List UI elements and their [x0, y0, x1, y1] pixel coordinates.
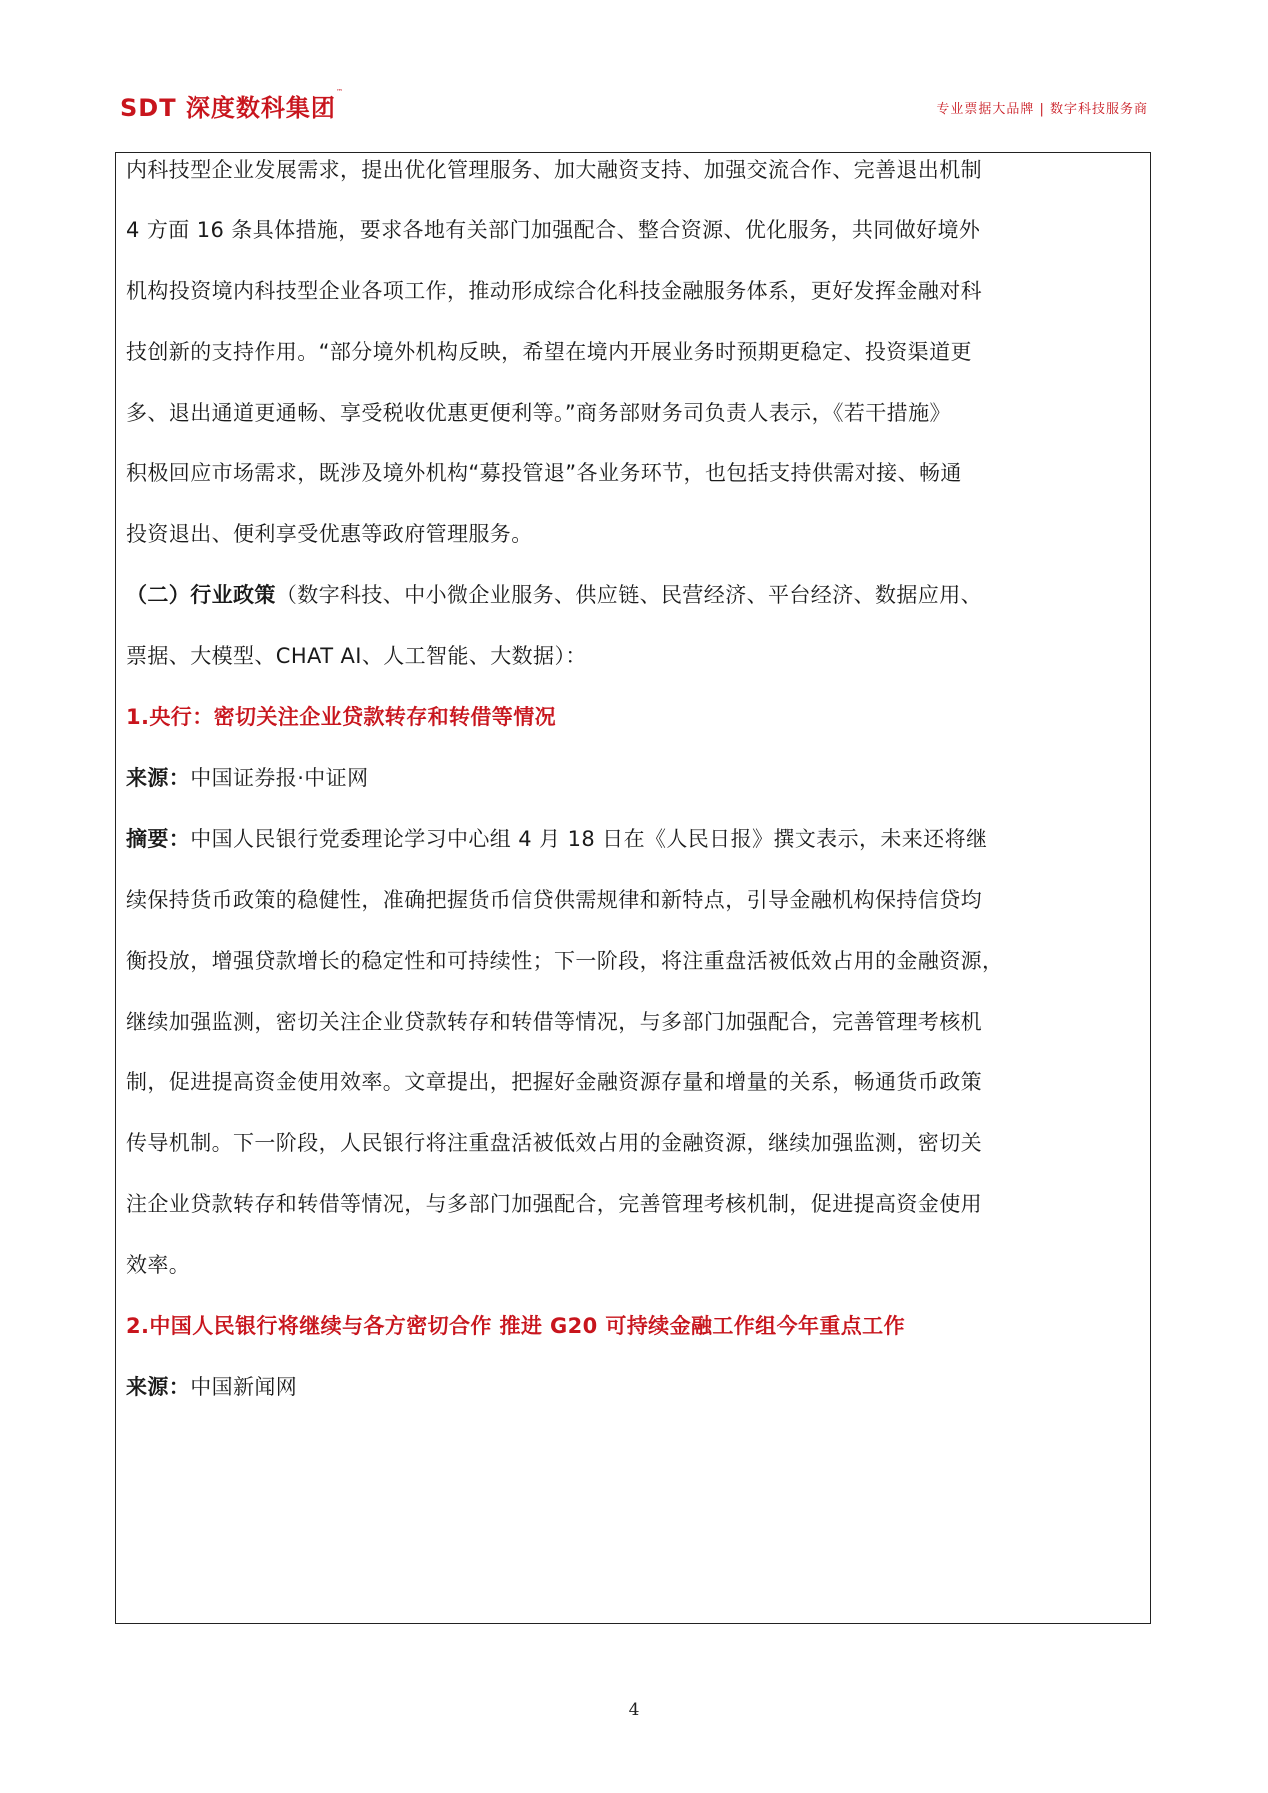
source-label: 来源： — [126, 766, 191, 790]
summary-line: 传导机制。下一阶段，人民银行将注重盘活被低效占用的金融资源，继续加强监测，密切关 — [126, 1131, 982, 1155]
section-label: （二）行业政策 — [126, 583, 276, 607]
summary-label: 摘要： — [126, 827, 191, 851]
section-scope-line2: 票据、大模型、CHAT AI、人工智能、大数据）： — [126, 644, 587, 668]
body-line: 积极回应市场需求，既涉及境外机构“募投管退”各业务环节，也包括支持供需对接、畅通 — [126, 461, 962, 485]
body-line: 投资退出、便利享受优惠等政府管理服务。 — [126, 522, 533, 546]
item1-title: 1.央行：密切关注企业贷款转存和转借等情况 — [126, 705, 556, 729]
item1-summary — [126, 824, 987, 854]
summary-line: 制，促进提高资金使用效率。文章提出，把握好金融资源存量和增量的关系，畅通货币政策 — [126, 1070, 982, 1094]
page-header — [120, 88, 1148, 124]
summary-text: 中国人民银行党委理论学习中心组 4 月 18 日在《人民日报》撰文表示，未来还将继 — [190, 827, 988, 851]
source-value: 中国新闻网 — [190, 1375, 298, 1399]
body-line: 技创新的支持作用。“部分境外机构反映，希望在境内开展业务时预期更稳定、投资渠道更 — [126, 340, 972, 364]
company-logo — [120, 88, 344, 123]
body-line: 4 方面 16 条具体措施，要求各地有关部门加强配合、整合资源、优化服务，共同做好境外 — [126, 218, 981, 242]
summary-line: 效率。 — [126, 1253, 191, 1277]
summary-line: 继续加强监测，密切关注企业贷款转存和转借等情况，与多部门加强配合，完善管理考核机 — [126, 1010, 982, 1034]
summary-line: 注企业贷款转存和转借等情况，与多部门加强配合，完善管理考核机制，促进提高资金使用 — [126, 1192, 982, 1216]
trademark-mark: ™ — [335, 88, 344, 96]
page-number: 4 — [628, 1700, 640, 1720]
section-heading-industry-policy — [126, 580, 982, 610]
logo-text: SDT 深度数科集团 — [120, 94, 336, 122]
header-slogan: 专业票据大品牌 | 数字科技服务商 — [936, 102, 1148, 117]
item2-title: 2.中国人民银行将继续与各方密切合作 推进 G20 可持续金融工作组今年重点工作 — [126, 1314, 905, 1338]
source-value: 中国证券报·中证网 — [190, 766, 369, 790]
item1-source — [126, 763, 368, 793]
item2-source — [126, 1372, 297, 1402]
source-label: 来源： — [126, 1375, 191, 1399]
summary-line: 续保持货币政策的稳健性，准确把握货币信贷供需规律和新特点，引导金融机构保持信贷均 — [126, 888, 982, 912]
body-line: 内科技型企业发展需求，提出优化管理服务、加大融资支持、加强交流合作、完善退出机制 — [126, 158, 982, 182]
summary-line: 衡投放，增强贷款增长的稳定性和可持续性；下一阶段，将注重盘活被低效占用的金融资源， — [126, 949, 1004, 973]
section-scope: （数字科技、中小微企业服务、供应链、民营经济、平台经济、数据应用、 — [275, 583, 983, 607]
body-line: 机构投资境内科技型企业各项工作，推动形成综合化科技金融服务体系，更好发挥金融对科 — [126, 279, 982, 303]
body-line: 多、退出通道更通畅、享受税收优惠更便利等。”商务部财务司负责人表示，《若干措施》 — [126, 401, 951, 425]
